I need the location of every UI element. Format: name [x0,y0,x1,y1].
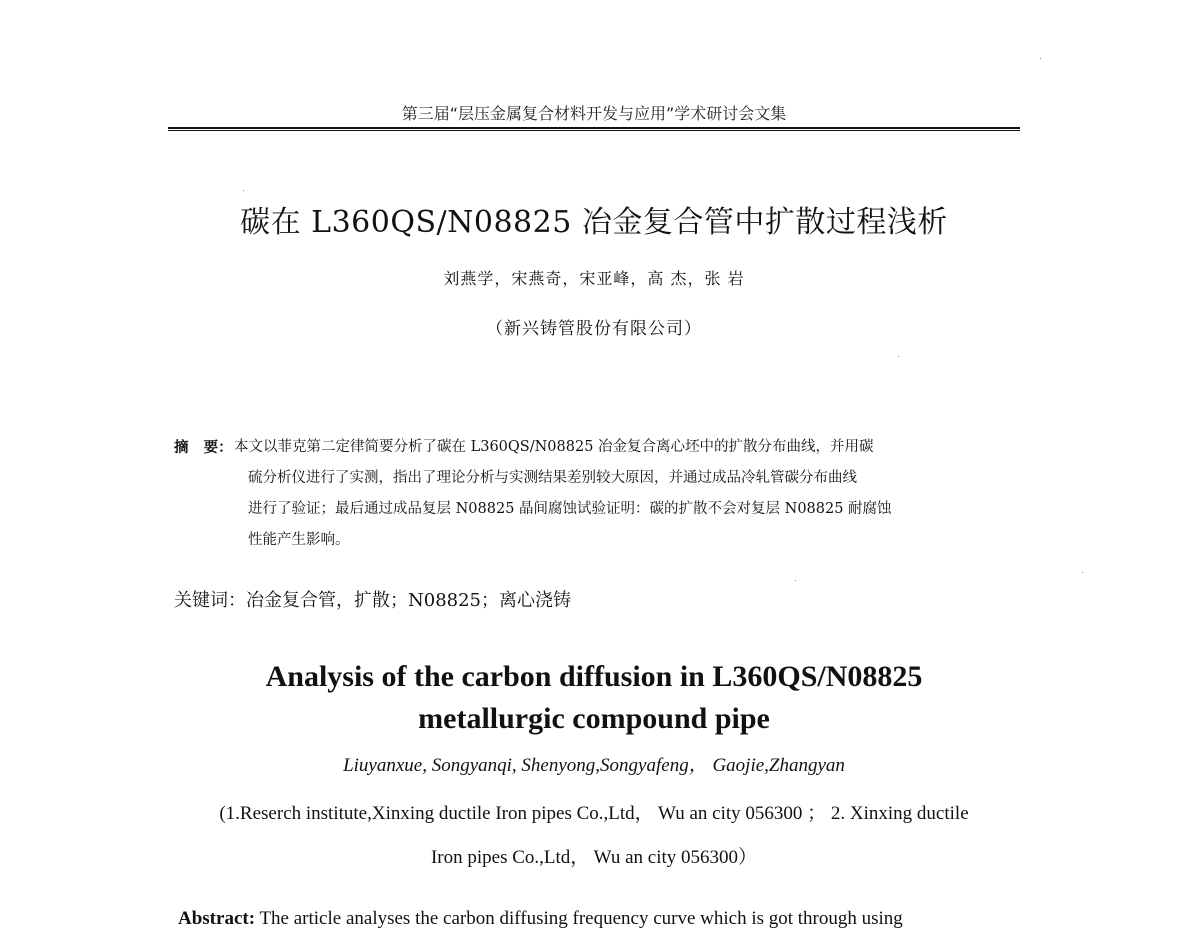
authors-en: Liuyanxue, Songyanqi, Shenyong,Songyafeng， Gaojie,Zhangyan [343,755,845,776]
affiliation-cn: （新兴铸管股份有限公司） [486,319,702,339]
scan-speck [898,356,899,357]
paper-title-en [168,656,1020,740]
affiliation-en-line: Iron pipes Co.,Ltd， Wu an city 056300） [430,847,758,868]
scan-speck [243,190,244,191]
abstract-en-label: Abstract: [178,908,256,929]
abstract-cn-line: 硫分析仪进行了实测，指出了理论分析与实测结果差别较大原因，并通过成品冷轧管碳分布曲线 [248,470,857,486]
abstract-cn [174,432,1024,556]
abstract-cn-line: 性能产生影响。 [248,532,350,548]
affiliation-en-line: (1.Reserch institute,Xinxing ductile Iron pipes Co.,Ltd， Wu an city 056300 ； 2. Xinxing ductile [219,803,969,824]
abstract-cn-line: 进行了验证；最后通过成品复层 N08825 晶间腐蚀试验证明：碳的扩散不会对复层 N08825 耐腐蚀 [248,501,892,517]
scan-speck [1082,572,1083,573]
scan-speck [795,580,796,581]
paper-title-en-line: Analysis of the carbon diffusion in L360QS/N08825 [265,660,923,693]
abstract-cn-label: 摘 要： [174,439,233,456]
abstract-en [178,908,903,930]
running-header: 第三届“层压金属复合材料开发与应用”学术研讨会文集 [401,104,787,123]
affiliation-en [168,792,1020,880]
paper-title-cn: 碳在 L360QS/N08825 冶金复合管中扩散过程浅析 [240,205,948,240]
keywords-cn: 关键词：冶金复合管，扩散；N08825；离心浇铸 [174,590,572,611]
abstract-en-text: The article analyses the carbon diffusing frequency curve which is got through using [259,908,903,929]
header-rule [168,127,1020,131]
authors-cn: 刘燕学，宋燕奇，宋亚峰，高 杰，张 岩 [443,269,745,288]
abstract-cn-line: 本文以菲克第二定律简要分析了碳在 L360QS/N08825 冶金复合离心坯中的扩散分布曲线，并用碳 [234,439,874,455]
paper-title-en-line: metallurgic compound pipe [418,702,770,735]
scan-speck [1040,58,1041,59]
